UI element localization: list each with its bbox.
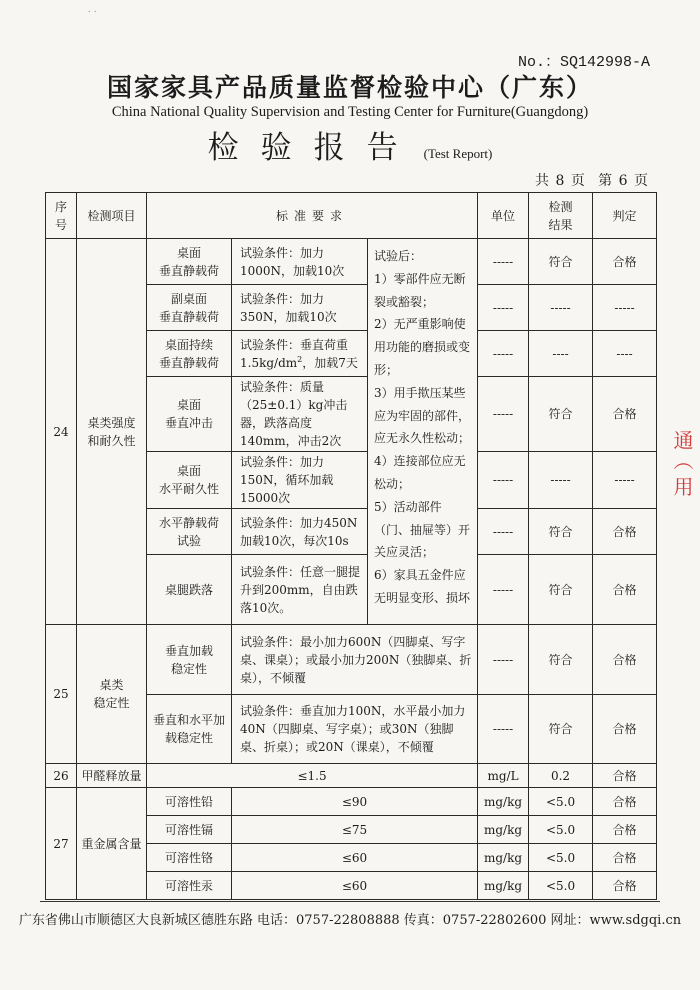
unit-cell: ----- [478,555,529,625]
table-row [46,788,657,816]
header-verdict: 判定 [593,193,657,239]
subitem: 可溶性镉 [147,816,232,844]
standard-cell: ≤60 [232,844,478,872]
seq-25: 25 [46,625,77,764]
subitem: 可溶性铬 [147,844,232,872]
item-25: 桌类 稳定性 [77,625,147,764]
result-cell: 符合 [529,239,593,285]
subitem: 桌面 垂直冲击 [147,377,232,452]
page-current: 6 [618,173,628,189]
report-title-cn: 检验报告 [207,130,420,165]
unit-cell: mg/L [478,764,529,788]
document-number: No.：SQ142998-A [517,54,650,71]
subitem: 桌面持续 垂直静载荷 [147,331,232,377]
header-item: 检测项目 [77,193,147,239]
center-title-cn: 国家家具产品质量监督检验中心（广东） [106,73,593,102]
subitem: 垂直和水平加 载稳定性 [147,695,232,764]
requirement-24: 试验后： 1）零部件应无断裂或豁裂； 2）无严重影响使用功能的磨损或变形； 3）用手揿压某些应为牢固的部件，应无永久性松动； 4）连接部位应无松动； 5）活动部件（门、抽屉等）开关应灵活； 6）家具五金件应无明显变形、损坏 [368,239,478,625]
verdict-cell: 合格 [593,555,657,625]
subitem: 桌腿跌落 [147,555,232,625]
header-unit: 单位 [478,193,529,239]
footer-divider [40,901,660,902]
unit-cell: ----- [478,695,529,764]
subitem: 桌面 垂直静载荷 [147,239,232,285]
page-unit: 页 [570,173,585,189]
subitem: 副桌面 垂直静载荷 [147,285,232,331]
unit-cell: ----- [478,285,529,331]
test-condition: 试验条件：最小加力600N（四脚桌、写字桌、课桌）；或最小加力200N（独脚桌、折桌），不倾覆 [232,625,478,695]
result-cell: 符合 [529,509,593,555]
verdict-cell: ---- [593,331,657,377]
verdict-cell: 合格 [593,816,657,844]
verdict-cell: 合格 [593,377,657,452]
table-header-row [46,193,657,239]
test-condition: 试验条件：加力450N加载10次，每次10s [232,509,368,555]
item-24: 桌类强度和耐久性 [77,239,147,625]
test-condition: 试验条件：任意一腿提升到200mm，自由跌落10次。 [232,555,368,625]
test-condition: 试验条件：加力150N，循环加载 15000次 [232,452,368,509]
verdict-cell: 合格 [593,872,657,900]
table-row [46,239,657,285]
test-condition-a: 试验条件：垂直荷重1.5kg/dm [240,337,349,370]
result-cell: 符合 [529,555,593,625]
item-26: 甲醛释放量 [77,764,147,788]
result-cell: 符合 [529,695,593,764]
result-cell: ---- [529,331,593,377]
item-27: 重金属含量 [77,788,147,900]
test-condition: 试验条件：加力1000N，加载10次 [232,239,368,285]
subitem: 桌面 水平耐久性 [147,452,232,509]
verdict-cell: 合格 [593,788,657,816]
result-cell: <5.0 [529,844,593,872]
verdict-cell: ----- [593,452,657,509]
verdict-cell: 合格 [593,509,657,555]
subitem: 垂直加载 稳定性 [147,625,232,695]
page-info [535,170,648,190]
unit-cell: mg/kg [478,872,529,900]
page-current-label: 第 [598,173,613,189]
verdict-cell: 合格 [593,844,657,872]
standard-cell: ≤60 [232,872,478,900]
scan-speck: ⸱ ⸱ [88,7,97,18]
center-title-en: China National Quality Supervision and Testing Center for Furniture(Guangdong) [111,104,589,120]
seq-27: 27 [46,788,77,900]
result-cell: <5.0 [529,816,593,844]
unit-cell: ----- [478,452,529,509]
unit-cell: mg/kg [478,788,529,816]
result-cell: 符合 [529,377,593,452]
table-row [46,625,657,695]
unit-cell: ----- [478,377,529,452]
verdict-cell: 合格 [593,239,657,285]
table-row [46,764,657,788]
unit-cell: ----- [478,239,529,285]
test-condition-b: ，加载7天 [302,355,358,370]
test-results-table [45,192,657,900]
test-condition: 试验条件：垂直加力100N，水平最小加力40N（四脚桌、写字桌）；或30N（独脚桌、折桌）；或20N（课桌），不倾覆 [232,695,478,764]
report-title-en: (Test Report) [423,146,493,161]
test-condition: 试验条件：加力350N，加载10次 [232,285,368,331]
subitem: 水平静载荷 试验 [147,509,232,555]
result-cell: ----- [529,452,593,509]
verdict-cell: 合格 [593,764,657,788]
standard-cell: ≤1.5 [147,764,478,788]
page-unit2: 页 [634,173,648,189]
verdict-cell: ----- [593,285,657,331]
header-standard: 标准要求 [147,193,478,239]
result-cell: <5.0 [529,872,593,900]
report-title [0,122,700,167]
header-seq: 序号 [46,193,77,239]
subitem: 可溶性铅 [147,788,232,816]
unit-cell: mg/kg [478,844,529,872]
result-cell: 0.2 [529,764,593,788]
seq-24: 24 [46,239,77,625]
verdict-cell: 合格 [593,695,657,764]
subitem: 可溶性汞 [147,872,232,900]
test-condition: 试验条件：质量（25±0.1）kg冲击器，跌落高度140mm，冲击2次 [232,377,368,452]
page-total: 8 [555,173,565,189]
result-cell: 符合 [529,625,593,695]
footer-address: 广东省佛山市顺德区大良新城区德胜东路 电话：0757-22808888 传真：0757-22802600 网址：www.sdgqi.cn [18,913,682,928]
verdict-cell: 合格 [593,625,657,695]
seq-26: 26 [46,764,77,788]
header-result: 检测结果 [529,193,593,239]
unit-cell: ----- [478,625,529,695]
test-condition-sup: 2 [297,354,303,364]
result-cell: ----- [529,285,593,331]
standard-cell: ≤90 [232,788,478,816]
standard-cell: ≤75 [232,816,478,844]
unit-cell: ----- [478,509,529,555]
unit-cell: ----- [478,331,529,377]
test-condition [232,331,368,377]
seal-stamp-fragment: 通（ 用 [670,430,694,497]
unit-cell: mg/kg [478,816,529,844]
page-total-label: 共 [534,173,549,189]
result-cell: <5.0 [529,788,593,816]
